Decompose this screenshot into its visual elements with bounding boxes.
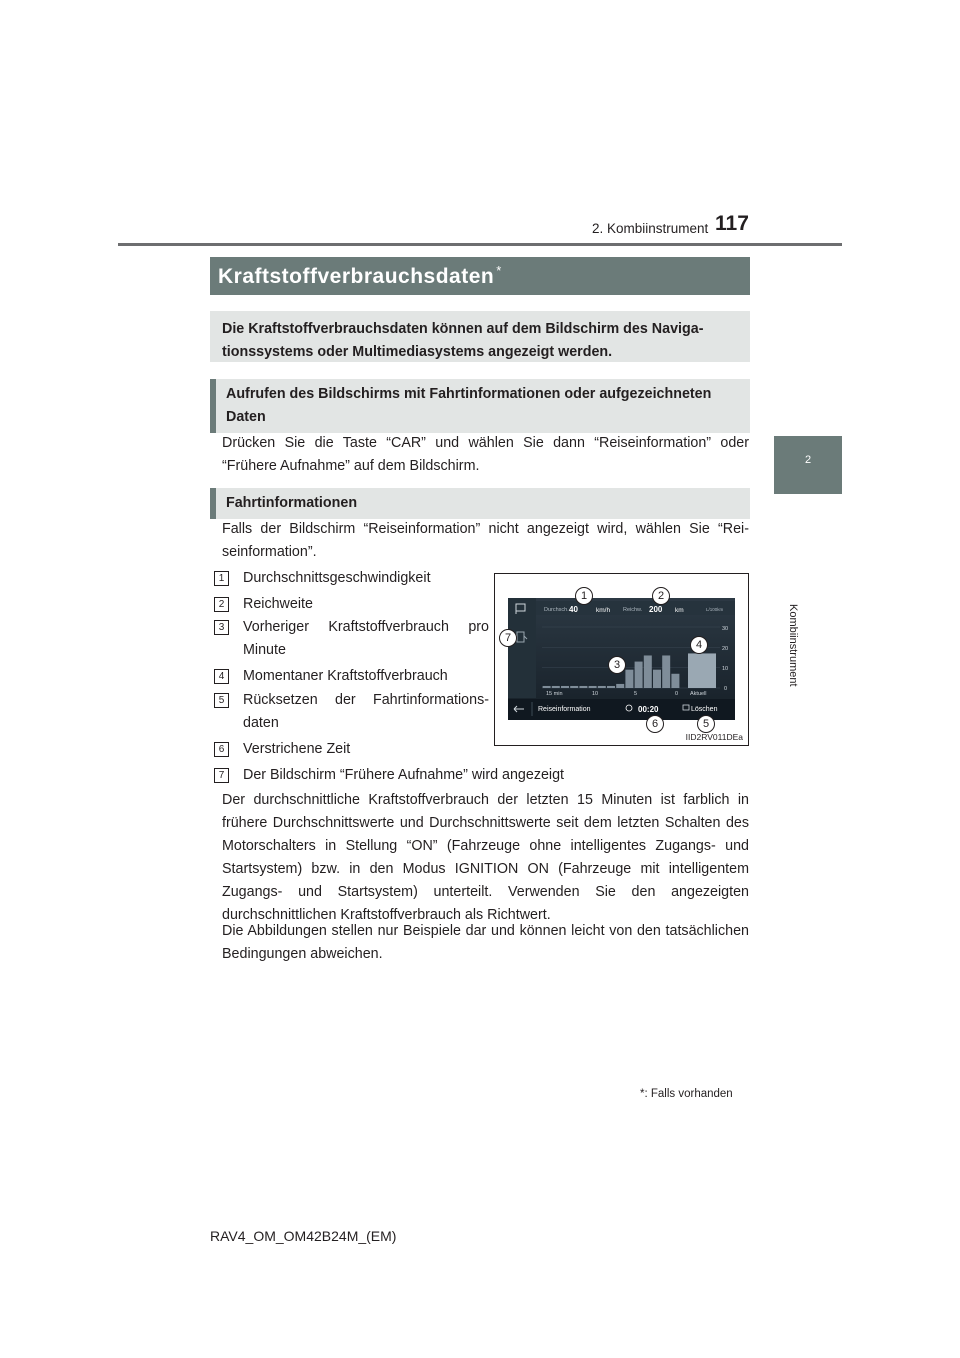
- item-number: 4: [214, 669, 229, 684]
- figure-code: IID2RV011DEa: [685, 732, 743, 742]
- header-rule: [118, 243, 842, 246]
- item-number: 3: [214, 620, 229, 635]
- paragraph-average-consumption: Der durchschnittliche Kraftstoffverbrauch der letzten 15 Minuten ist farblich in frühere Durchschnittswerte und Durchschnittswerte seit dem letzten Schalten des Motorschalters in Stellung “ON” (Fahrzeuge ohne intelligentes Zugangs- und Startsystem) bzw. in den Modus IGNITION ON (Fahrzeuge mit intelligentem Zugangs- und Startsystem) unterteilt. Verwenden Sie den angezeigten durchschnittlichen Kraftstoffverbrauch als Richtwert.: [222, 792, 749, 923]
- minute-bar: [579, 686, 587, 688]
- callout-7: 7: [499, 629, 517, 647]
- callout-5: 5: [697, 715, 715, 733]
- item-number: 6: [214, 742, 229, 757]
- current-consumption-bar: [688, 653, 716, 688]
- minute-bar: [598, 686, 606, 688]
- minute-bar: [635, 662, 643, 688]
- footnote: *: Falls vorhanden: [640, 1088, 733, 1100]
- callout-2: 2: [652, 587, 670, 605]
- paragraph-illustration-note: Die Abbildungen stellen nur Beispiele dar und können leicht von den tatsächlichen Bedingungen abweichen.: [222, 923, 749, 962]
- tab-reiseinformation[interactable]: Reiseinformation: [538, 706, 591, 713]
- section-title-bar: [210, 257, 750, 295]
- subsection-heading-trip-info: [210, 488, 750, 519]
- trip-info-note: Falls der Bildschirm “Reiseinformation” nicht angezeigt wird, wählen Sie “Reiseinformation”.: [222, 521, 749, 560]
- section-title: Kraftstoffverbrauchsdaten *: [218, 263, 502, 288]
- avg-speed-unit: km/h: [596, 607, 611, 614]
- chapter-side-tab: [774, 436, 842, 494]
- item-number: 2: [214, 597, 229, 612]
- item-label: Momentaner Kraftstoffverbrauch: [243, 668, 448, 684]
- item-number: 5: [214, 693, 229, 708]
- minute-bar: [616, 684, 624, 688]
- subsection-heading-text: Aufrufen des Bildschirms mit Fahrtinformationen oder aufgezeichneten Daten: [226, 386, 712, 425]
- side-tab-number: 2: [804, 454, 812, 466]
- callout-1: 1: [575, 587, 593, 605]
- item-number: 7: [214, 768, 229, 783]
- x-tick-0: 0: [675, 691, 679, 697]
- y-tick-20: 20: [722, 646, 729, 652]
- range-value: 200: [649, 605, 663, 614]
- minute-bar: [589, 686, 597, 688]
- y-tick-0: 0: [724, 686, 728, 692]
- x-tick-10: 10: [592, 691, 599, 697]
- y-tick-30: 30: [722, 626, 729, 632]
- minute-bar: [552, 686, 560, 688]
- avg-speed-label: Durchsch.: [544, 607, 569, 613]
- minute-bar: [662, 655, 670, 688]
- access-instructions: Drücken Sie die Taste “CAR” und wählen Sie dann “Reiseinformation” oder “Frühere Aufnahme” auf dem Bildschirm.: [222, 435, 749, 474]
- minute-bar: [625, 670, 633, 688]
- callout-6: 6: [646, 715, 664, 733]
- item-label: Vorheriger Kraftstoffverbrauch pro Minute: [243, 619, 489, 658]
- minute-bar: [570, 686, 578, 688]
- range-label: Reichw.: [623, 607, 643, 613]
- x-tick-15min: 15 min: [546, 691, 563, 697]
- range-unit: km: [675, 607, 684, 614]
- item-number: 1: [214, 571, 229, 586]
- left-panel: [508, 598, 536, 698]
- item-label: Verstrichene Zeit: [243, 741, 351, 757]
- reset-button[interactable]: Löschen: [691, 706, 718, 713]
- trip-info-figure: [494, 573, 749, 746]
- item-label: Rücksetzen der Fahrtinformationsdaten: [243, 692, 489, 731]
- callout-3: 3: [608, 656, 626, 674]
- chapter-title: 2. Kombiinstrument: [592, 221, 709, 236]
- side-tab-label: Kombiinstrument: [787, 604, 799, 687]
- minute-bar: [561, 686, 569, 688]
- consumption-unit: L/100km: [706, 607, 724, 612]
- x-tick-5: 5: [634, 691, 638, 697]
- page-number: 117: [715, 212, 749, 235]
- minute-bar: [644, 655, 652, 688]
- subsection-heading-text: Fahrtinformationen: [226, 495, 358, 511]
- elapsed-time: 00:20: [638, 705, 659, 714]
- avg-speed-value: 40: [569, 605, 578, 614]
- minute-bar: [543, 686, 551, 688]
- intro-text: Die Kraftstoffverbrauchsdaten können auf dem Bildschirm des Navigationssystems oder Multimediasystems angezeigt werden.: [222, 321, 704, 360]
- subsection-heading-access: [210, 379, 750, 433]
- minute-bar: [607, 686, 615, 688]
- item-label: Durchschnittsgeschwindigkeit: [243, 570, 431, 586]
- y-tick-10: 10: [722, 666, 729, 672]
- callout-4: 4: [690, 636, 708, 654]
- title-asterisk: *: [496, 263, 502, 278]
- item-label: Der Bildschirm “Frühere Aufnahme” wird angezeigt: [243, 767, 565, 783]
- document-code: RAV4_OM_OM42B24M_(EM): [210, 1228, 397, 1244]
- minute-bar: [671, 674, 679, 688]
- current-label: Aktuell: [690, 691, 707, 697]
- minute-bar: [653, 670, 661, 688]
- intro-box: [210, 311, 750, 362]
- item-label: Reichweite: [243, 596, 313, 612]
